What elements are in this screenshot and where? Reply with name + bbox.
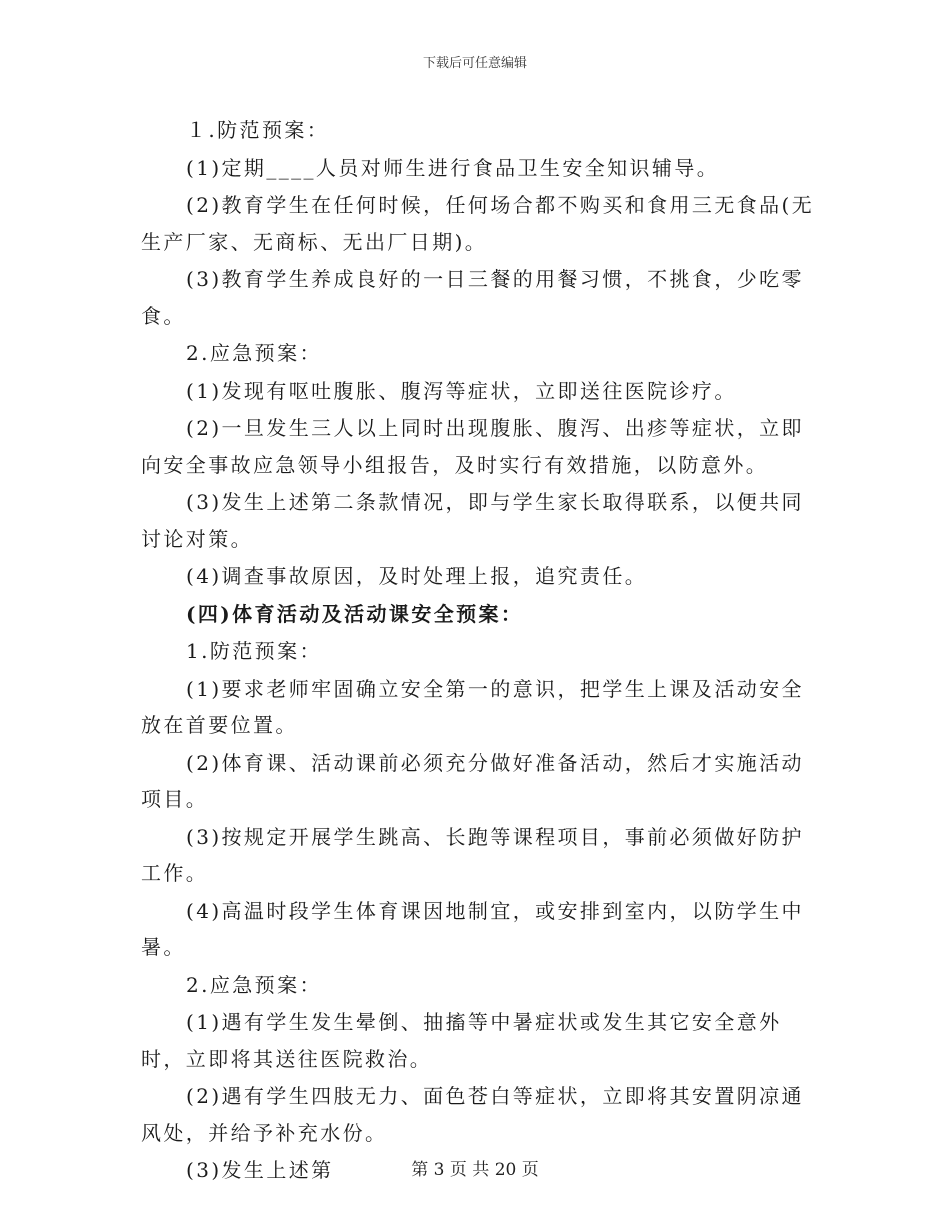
paragraph: (1)定期____人员对师生进行食品卫生安全知识辅导。 [186, 155, 720, 180]
paragraph: (4)高温时段学生体育课因地制宜，或安排到室内，以防学生中暑。 [141, 898, 804, 959]
paragraph: (4)调查事故原因，及时处理上报，追究责任。 [186, 564, 648, 588]
section-heading: (四)体育活动及活动课安全预案： [186, 601, 524, 626]
paragraph: (2)遇有学生四肢无力、面色苍白等症状，立即将其安置阴凉通风处，并给予补充水份。 [141, 1084, 804, 1145]
paragraph: 1.防范预案： [186, 639, 322, 663]
paragraph: (2)体育课、活动课前必须充分做好准备活动，然后才实施活动项目。 [141, 750, 804, 811]
paragraph: (1)遇有学生发生晕倒、抽搐等中暑症状或发生其它安全意外时，立即将其送往医院救治。 [141, 1010, 782, 1071]
paragraph: (3)按规定开展学生跳高、长跑等课程项目，事前必须做好防护工作。 [141, 824, 804, 885]
document-body [141, 112, 821, 1190]
header-note: 下载后可任意编辑 [422, 56, 527, 71]
paragraph: (1)要求老师牢固确立安全第一的意识，把学生上课及活动安全放在首要位置。 [141, 676, 804, 737]
paragraph: １.防范预案： [186, 118, 330, 142]
paragraph: (1)发现有呕吐腹胀、腹泻等症状，立即送往医院诊疗。 [186, 378, 737, 403]
page-number-footer: 第 3 页 共 20 页 [411, 1160, 539, 1180]
paragraph: 2.应急预案： [186, 972, 322, 997]
paragraph: (3)教育学生养成良好的一日三餐的用餐习惯，不挑食，少吃零食。 [141, 267, 804, 328]
paragraph: (3)发生上述第 [186, 1158, 334, 1182]
paragraph: (2)教育学生在任何时候，任何场合都不购买和食用三无食品(无生产厂家、无商标、无出厂日期)。 [141, 193, 815, 254]
paragraph: (2)一旦发生三人以上同时出现腹胀、腹泻、出疹等症状，立即向安全事故应急领导小组报告，及时实行有效措施，以防意外。 [141, 416, 804, 477]
paragraph: (3)发生上述第二条款情况，即与学生家长取得联系，以便共同讨论对策。 [141, 490, 804, 551]
paragraph: 2.应急预案： [186, 341, 322, 365]
